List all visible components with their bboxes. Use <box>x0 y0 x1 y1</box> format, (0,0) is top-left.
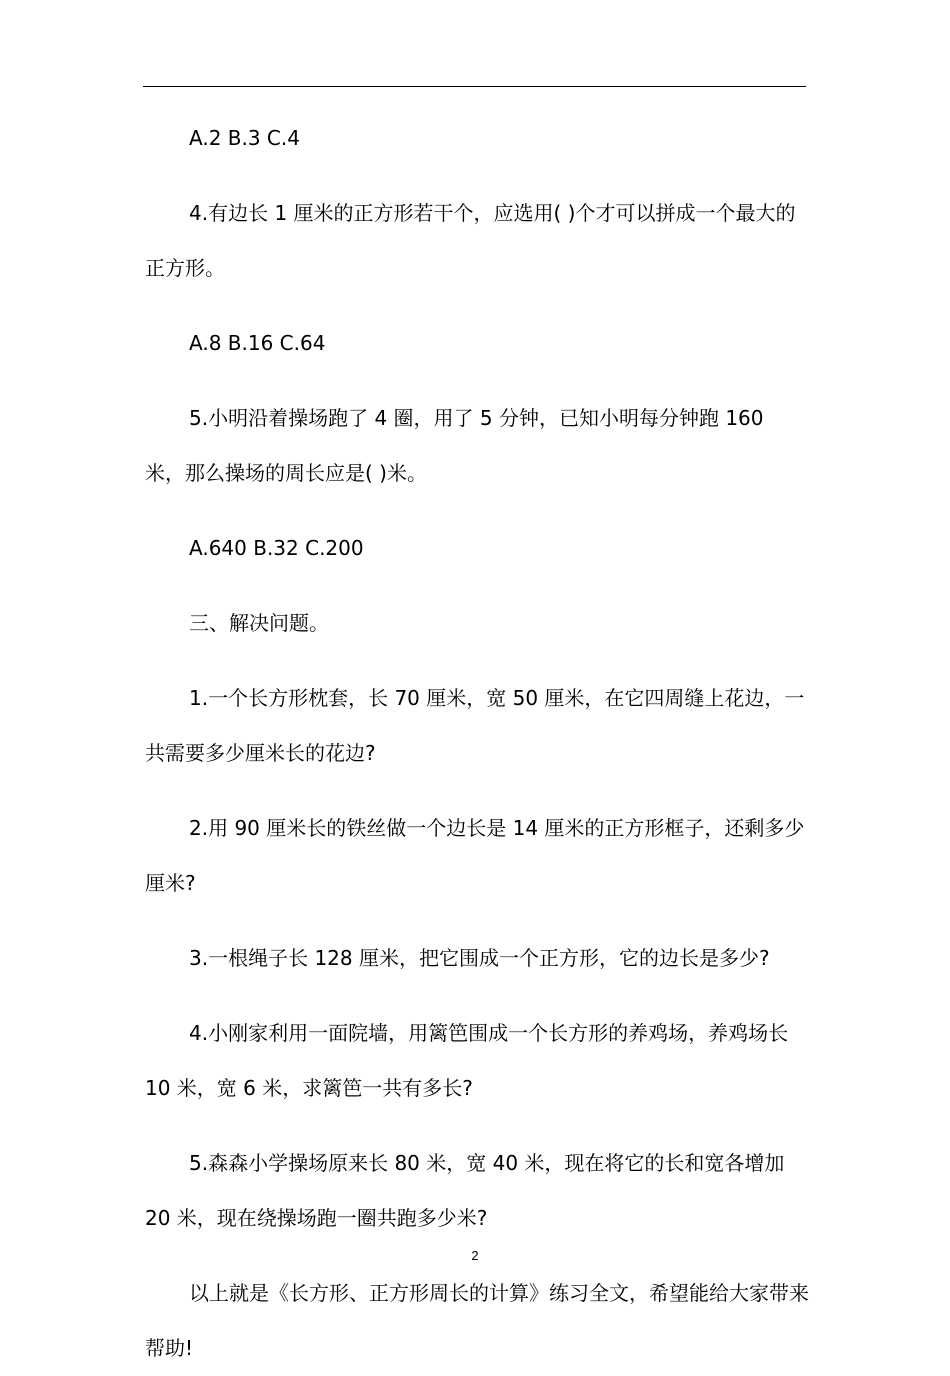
question-paragraph: 4.有边长 1 厘米的正方形若干个，应选用( )个才可以拼成一个最大的正方形。 <box>145 201 796 280</box>
document-body <box>145 111 809 1376</box>
closing-paragraph: 以上就是《长方形、正方形周长的计算》练习全文，希望能给大家带来帮助! <box>145 1281 809 1360</box>
option-line: A.640 B.32 C.200 <box>189 536 364 560</box>
question-paragraph: 5.小明沿着操场跑了 4 圈，用了 5 分钟，已知小明每分钟跑 160 米，那么操场的周长应是( )米。 <box>145 406 764 485</box>
question-paragraph: 1.一个长方形枕套，长 70 厘米，宽 50 厘米，在它四周缝上花边，一共需要多少厘米长的花边? <box>145 686 805 765</box>
option-line: A.8 B.16 C.64 <box>189 331 326 355</box>
question-paragraph: 2.用 90 厘米长的铁丝做一个边长是 14 厘米的正方形框子，还剩多少厘米? <box>145 816 805 895</box>
option-line: A.2 B.3 C.4 <box>189 126 300 150</box>
question-paragraph: 4.小刚家利用一面院墙，用篱笆围成一个长方形的养鸡场，养鸡场长 10 米，宽 6 米，求篱笆一共有多长? <box>145 1021 789 1100</box>
question-paragraph: 5.森森小学操场原来长 80 米，宽 40 米，现在将它的长和宽各增加 20 米，现在绕操场跑一圈共跑多少米? <box>145 1151 785 1230</box>
section-heading: 三、解决问题。 <box>189 611 329 635</box>
page-number: 2 <box>471 1248 479 1263</box>
header-rule <box>143 86 806 87</box>
question-paragraph: 3.一根绳子长 128 厘米，把它围成一个正方形，它的边长是多少? <box>189 946 770 970</box>
